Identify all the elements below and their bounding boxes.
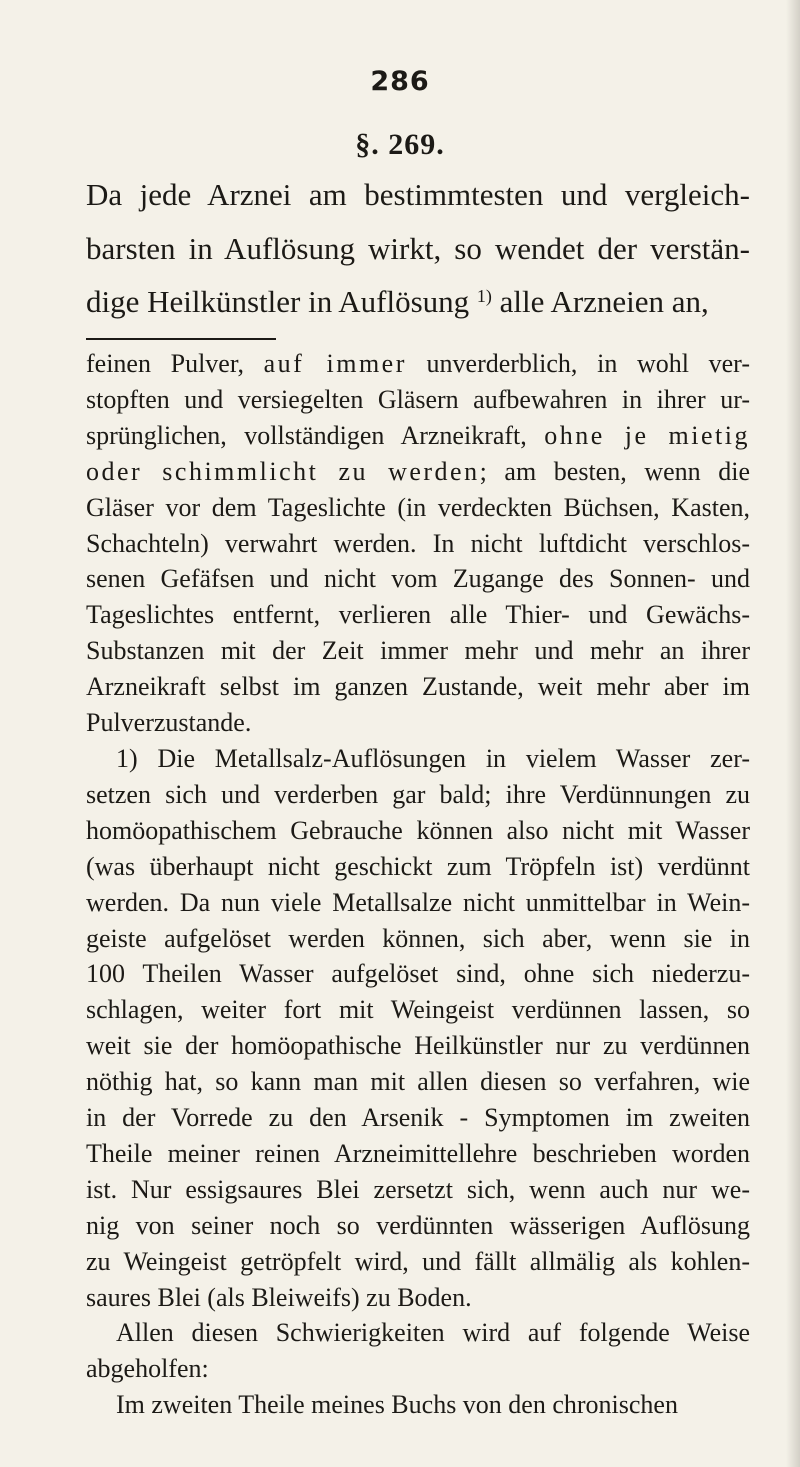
footnote-line: nöthig hat, so kann man mit allen diesen so verfahren, wie bbox=[86, 1067, 750, 1097]
footnote-line: 1) Die Metallsalz-Auflösungen in vielem Wasser zer- bbox=[116, 743, 750, 773]
footnote-line: Tageslichtes entfernt, verlieren alle Thier- und Gewächs- bbox=[86, 600, 750, 630]
footnote-line: saures Blei (als Bleiweifs) zu Boden. bbox=[86, 1282, 472, 1312]
footnote-line: Theile meiner reinen Arzneimittellehre beschrieben worden bbox=[86, 1138, 750, 1168]
main-line-3-text: dige Heilkünstler in Auflösung bbox=[86, 284, 470, 319]
footnote-line: schlagen, weiter fort mit Weingeist verdünnen lassen, so bbox=[86, 995, 750, 1025]
footnote-line: ist. Nur essigsaures Blei zersetzt sich, wenn auch nur we- bbox=[86, 1174, 750, 1204]
footnote-block bbox=[86, 346, 750, 1423]
footnote-line: abgeholfen: bbox=[86, 1354, 209, 1384]
footnote-line: oder schimmlicht zu werden; am besten, wenn die bbox=[86, 456, 751, 486]
footnote-line: in der Vorrede zu den Arsenik - Symptomen im zweiten bbox=[86, 1103, 750, 1133]
page-number: 286 bbox=[370, 66, 430, 97]
footnote-marker: 1) bbox=[476, 286, 492, 306]
main-line-2: barsten in Auflösung wirkt, so wendet der verstän- bbox=[86, 230, 750, 266]
emphasized-phrase: auf immer bbox=[263, 349, 407, 378]
main-line-1: Da jede Arznei am bestimmtesten und vergleich- bbox=[86, 177, 750, 212]
main-line-3-tail: alle Arzneien an, bbox=[499, 284, 709, 319]
footnote-line: homöopathischem Gebrauche können also nicht mit Wasser bbox=[86, 815, 750, 845]
footnote-line: werden. Da nun viele Metallsalze nicht unmittelbar in Wein- bbox=[86, 887, 750, 917]
main-paragraph bbox=[86, 168, 750, 329]
footnote-line: 100 Theilen Wasser aufgelöset sind, ohne sich niederzu- bbox=[86, 959, 750, 989]
section-heading: §. 269. bbox=[355, 128, 445, 161]
footnote-line: Substanzen mit der Zeit immer mehr und mehr an ihrer bbox=[86, 636, 750, 666]
footnote-line: Pulverzustande. bbox=[86, 708, 252, 738]
footnote-line: Arzneikraft selbst im ganzen Zustande, weit mehr aber im bbox=[86, 672, 750, 702]
main-line-3 bbox=[86, 275, 750, 329]
footnote-line: stopften und versiegelten Gläsern aufbewahren in ihrer ur- bbox=[86, 384, 750, 414]
footnote-divider bbox=[86, 338, 276, 340]
footnote-line: Gläser vor dem Tageslichte (in verdeckten Büchsen, Kasten, bbox=[86, 492, 750, 522]
footnote-line: feinen Pulver, auf immer unverderblich, in wohl ver- bbox=[86, 349, 750, 378]
footnote-line: Schachteln) verwahrt werden. In nicht luftdicht verschlos- bbox=[86, 528, 750, 558]
footnote-line: zu Weingeist getröpfelt wird, und fällt allmälig als kohlen- bbox=[86, 1246, 750, 1276]
footnote-line: nig von seiner noch so verdünnten wässerigen Auflösung bbox=[86, 1210, 750, 1240]
footnote-line: (was überhaupt nicht geschickt zum Tröpfeln ist) verdünnt bbox=[86, 851, 750, 881]
footnote-line: geiste aufgelöset werden können, sich aber, wenn sie in bbox=[86, 923, 750, 953]
footnote-line: Allen diesen Schwierigkeiten wird auf folgende Weise bbox=[116, 1318, 750, 1348]
footnote-line: sprünglichen, vollständigen Arzneikraft, ohne je mietig bbox=[86, 420, 750, 450]
emphasized-phrase: ohne je mietig bbox=[544, 420, 750, 450]
emphasized-phrase: oder schimmlicht zu werden bbox=[86, 456, 480, 486]
footnote-line: Im zweiten Theile meines Buchs von den chronischen bbox=[116, 1390, 678, 1420]
footnote-line: senen Gefäfsen und nicht vom Zugange des Sonnen- und bbox=[86, 564, 750, 594]
footnote-line: setzen sich und verderben gar bald; ihre Verdünnungen zu bbox=[86, 779, 750, 809]
footnote-line: weit sie der homöopathische Heilkünstler nur zu verdünnen bbox=[86, 1031, 750, 1061]
page-edge-shadow bbox=[786, 0, 800, 1467]
